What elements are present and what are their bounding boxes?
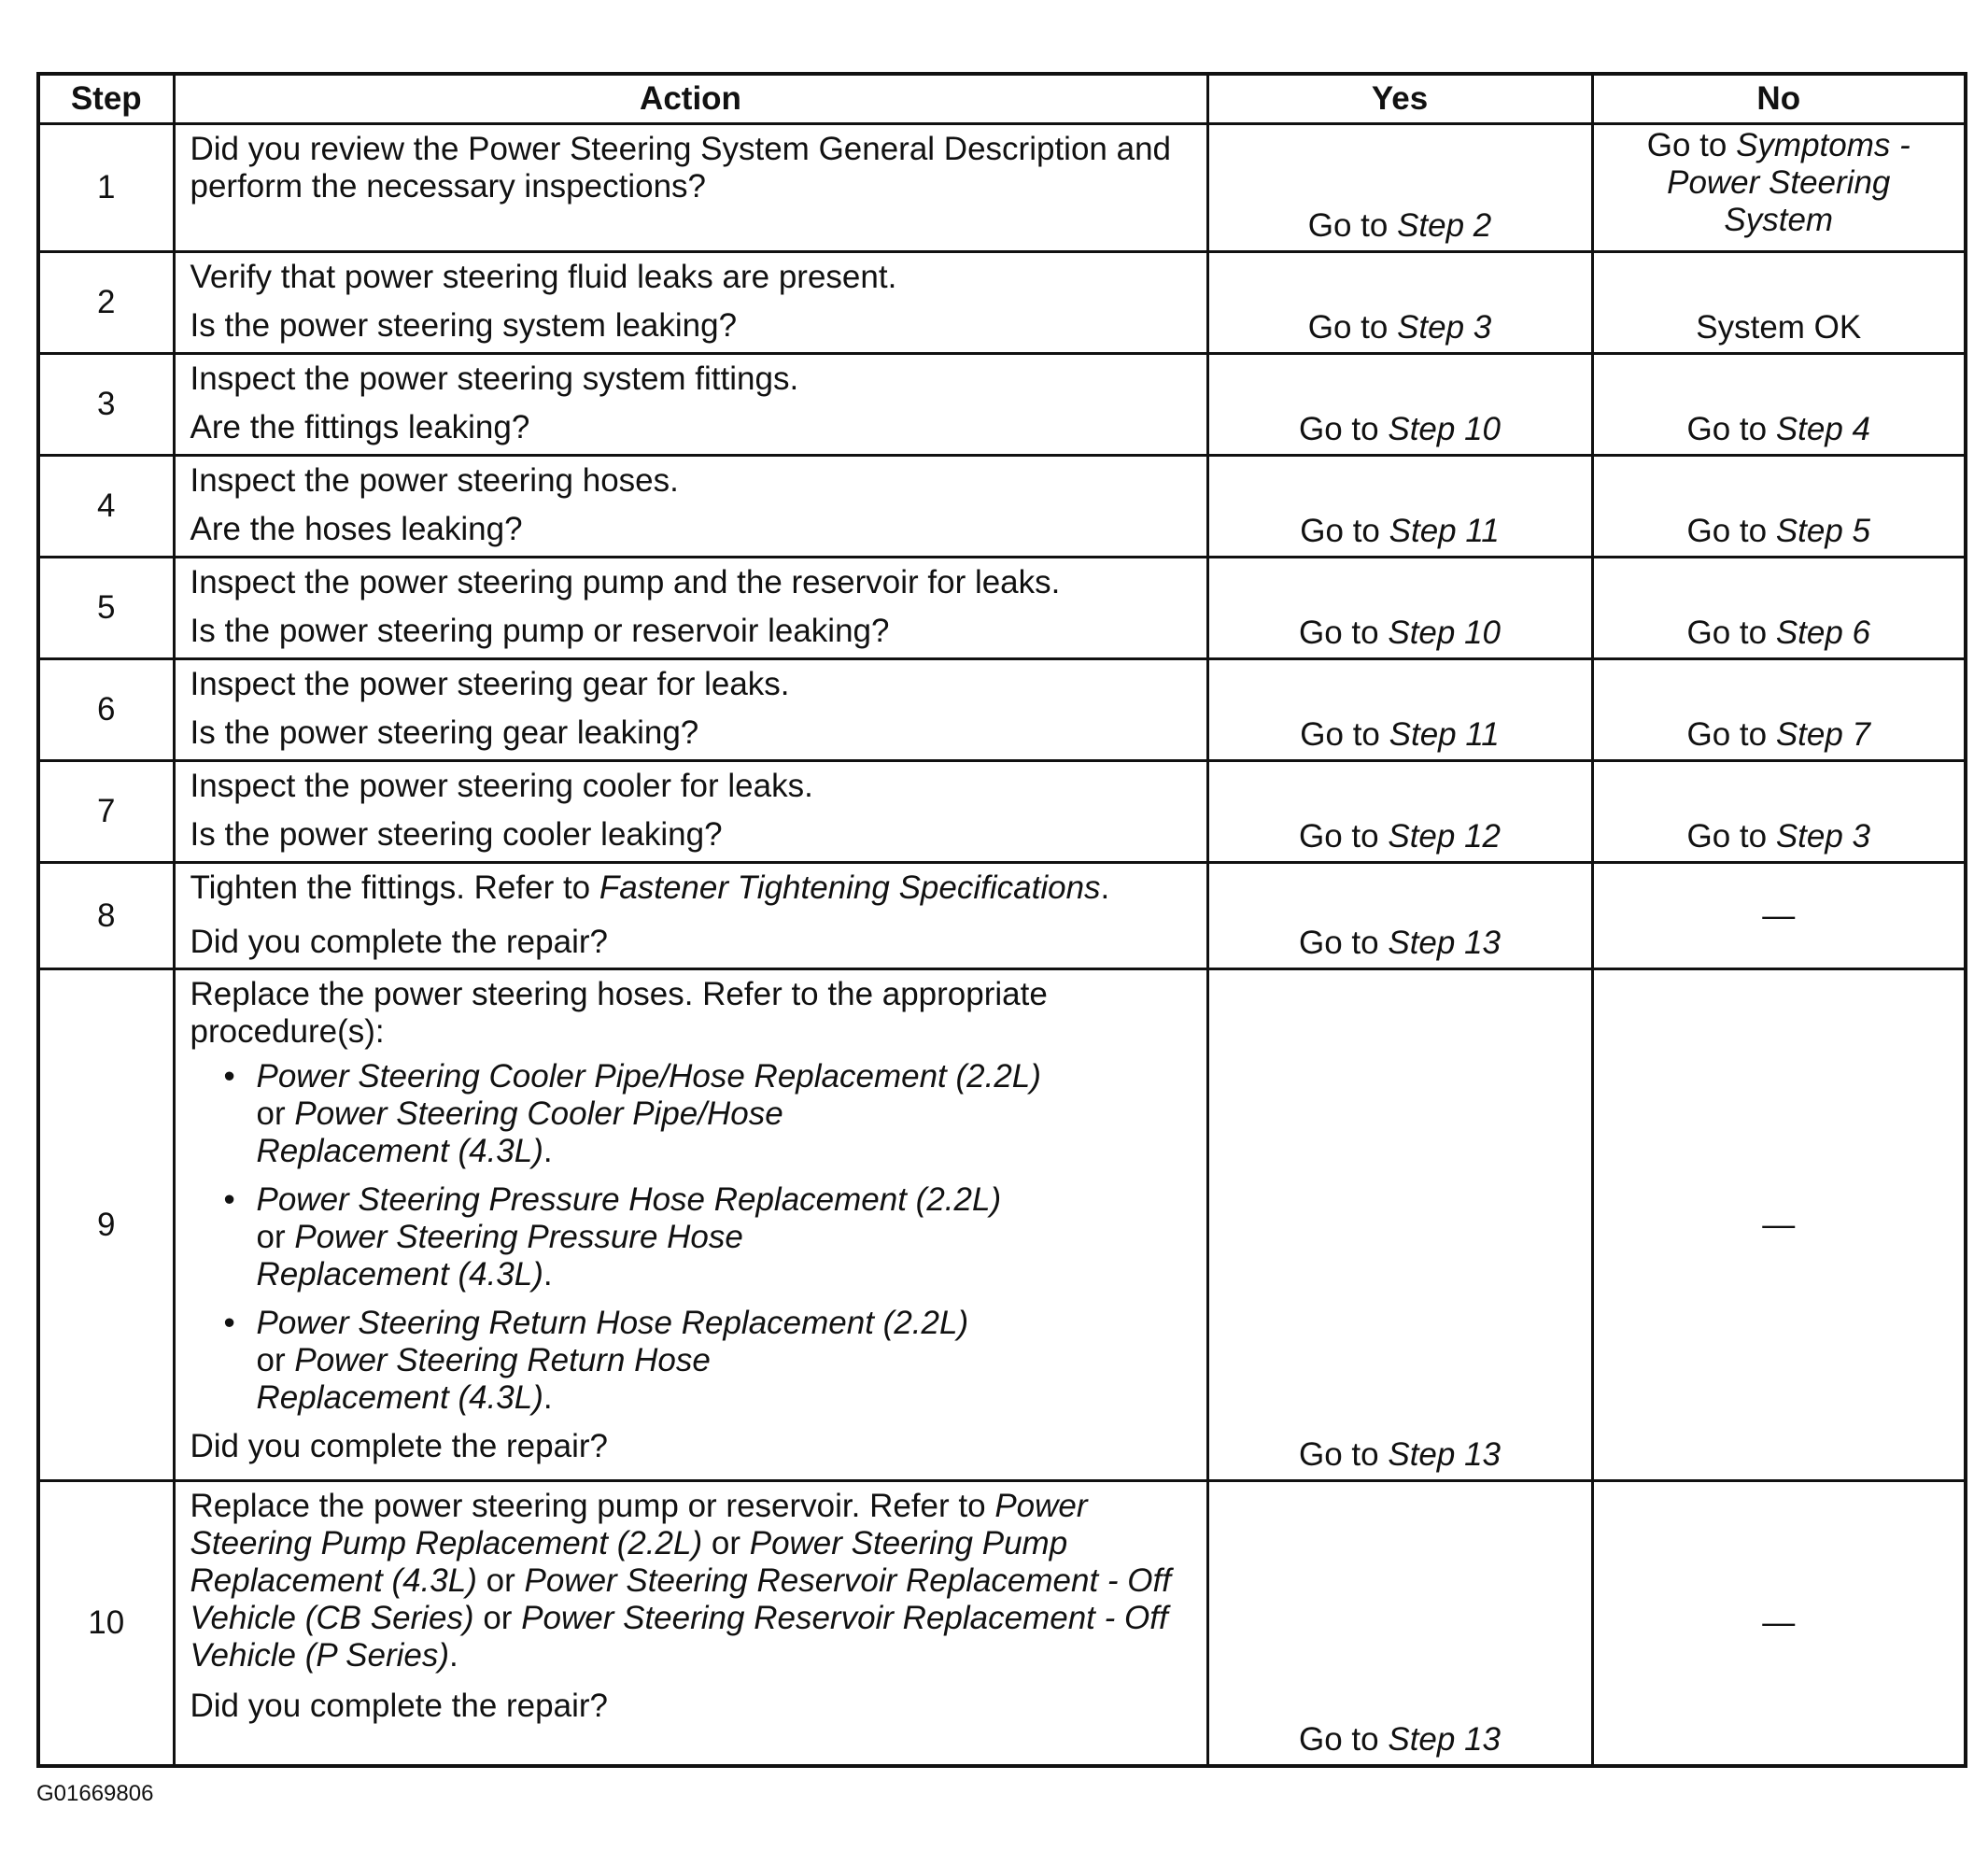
go-to-label: Go to <box>1299 1436 1379 1473</box>
go-to-label: Go to <box>1686 513 1768 549</box>
no-cell <box>1592 969 1966 1481</box>
no-step-ref: Step 4 <box>1775 411 1871 447</box>
header-yes: Yes <box>1207 74 1592 124</box>
yes-step-ref: Step 13 <box>1388 1720 1501 1758</box>
bullet-icon: • <box>223 1305 235 1341</box>
no-step-ref: Step 3 <box>1775 818 1871 855</box>
yes-step-ref: Step 2 <box>1397 207 1492 244</box>
action-instruction: Inspect the power steering hoses. <box>190 462 679 499</box>
action-question: Are the fittings leaking? <box>190 409 530 445</box>
yes-step-ref: Step 13 <box>1388 1436 1501 1473</box>
procedure-reference: Power Steering Cooler Pipe/Hose Replacement (2.2L) <box>256 1058 1041 1095</box>
yes-cell <box>1207 558 1592 659</box>
no-cell <box>1592 1481 1966 1766</box>
yes-step-ref: Step 10 <box>1388 615 1501 651</box>
step-number: 7 <box>38 761 174 863</box>
no-cell <box>1592 124 1966 252</box>
procedure-list <box>190 1058 1193 1417</box>
procedure-reference: Replacement (4.3L) <box>256 1256 543 1293</box>
step-number: 3 <box>38 354 174 456</box>
no-dash: — <box>1762 897 1796 934</box>
action-cell <box>174 659 1207 761</box>
go-to-label: Go to <box>1686 818 1768 855</box>
yes-cell <box>1207 969 1592 1481</box>
no-ref-line: Power Steering <box>1667 164 1891 201</box>
header-action: Action <box>174 74 1207 124</box>
procedure-reference: Power Steering Reservoir Replacement - Off Vehicle (P Series) <box>190 1600 1168 1674</box>
diagnostic-table <box>36 72 1967 1768</box>
header-no: No <box>1592 74 1966 124</box>
action-instruction <box>190 869 1193 907</box>
procedure-reference: Power Steering Pump Replacement (2.2L) <box>190 1488 1088 1561</box>
bullet-icon: • <box>223 1181 235 1218</box>
action-cell <box>174 456 1207 558</box>
procedure-reference: Power Steering Pressure Hose <box>294 1219 743 1255</box>
action-text: Tighten the fittings. Refer to <box>190 869 599 906</box>
step-number: 4 <box>38 456 174 558</box>
action-instruction: Inspect the power steering system fittings. <box>190 360 799 397</box>
yes-cell <box>1207 456 1592 558</box>
punctuation: . <box>543 1256 553 1293</box>
table-row <box>38 1481 1966 1766</box>
yes-cell <box>1207 124 1592 252</box>
or-connector: or <box>256 1095 286 1132</box>
no-line <box>1594 127 1965 164</box>
header-row <box>38 74 1966 124</box>
or-connector: or <box>256 1342 286 1378</box>
procedure-reference: Power Steering Reservoir Replacement - Off Vehicle (CB Series) <box>190 1562 1171 1636</box>
punctuation: . <box>543 1133 553 1169</box>
action-question: Is the power steering gear leaking? <box>190 714 699 751</box>
procedure-reference: Power Steering Return Hose Replacement (2.2L) <box>256 1305 969 1341</box>
action-question: Is the power steering pump or reservoir leaking? <box>190 613 890 649</box>
table-row <box>38 456 1966 558</box>
no-cell <box>1592 456 1966 558</box>
step-number: 9 <box>38 969 174 1481</box>
action-cell <box>174 863 1207 969</box>
no-cell <box>1592 354 1966 456</box>
no-cell <box>1592 558 1966 659</box>
yes-step-ref: Step 10 <box>1388 411 1501 447</box>
table-row <box>38 863 1966 969</box>
action-instruction: Inspect the power steering gear for leaks. <box>190 666 790 702</box>
procedure-reference: Power Steering Pressure Hose Replacement (2.2L) <box>256 1181 1002 1218</box>
step-number: 1 <box>38 124 174 252</box>
or-connector: or <box>483 1600 513 1636</box>
action-cell <box>174 969 1207 1481</box>
action-instruction: Replace the power steering hoses. Refer to the appropriate procedure(s): <box>190 976 1048 1050</box>
step-number: 8 <box>38 863 174 969</box>
action-text: Did you review the Power Steering System General Description and perform the necessary inspections? <box>190 131 1171 205</box>
go-to-label: Go to <box>1300 513 1380 549</box>
no-cell <box>1592 761 1966 863</box>
yes-cell <box>1207 863 1592 969</box>
list-item <box>190 1181 1193 1293</box>
action-instruction: Inspect the power steering cooler for leaks. <box>190 768 813 804</box>
procedure-reference: Power Steering Pump Replacement (4.3L) <box>190 1525 1068 1599</box>
yes-cell <box>1207 659 1592 761</box>
table-row <box>38 252 1966 354</box>
header-step: Step <box>38 74 174 124</box>
table-row <box>38 969 1966 1481</box>
action-question: Did you complete the repair? <box>190 1688 608 1724</box>
action-cell <box>174 558 1207 659</box>
no-dash: — <box>1762 1604 1796 1641</box>
or-connector: or <box>711 1525 740 1561</box>
procedure-reference: Power Steering Cooler Pipe/Hose <box>294 1095 783 1132</box>
or-connector: or <box>256 1219 286 1255</box>
action-question: Are the hoses leaking? <box>190 511 523 547</box>
go-to-label: Go to <box>1300 716 1380 753</box>
punctuation: . <box>543 1379 553 1416</box>
yes-step-ref: Step 12 <box>1388 818 1501 855</box>
go-to-label: Go to <box>1299 615 1379 651</box>
go-to-label: Go to <box>1686 615 1768 651</box>
action-cell <box>174 252 1207 354</box>
table-row <box>38 761 1966 863</box>
go-to-label: Go to <box>1299 925 1379 961</box>
yes-step-ref: Step 13 <box>1388 925 1501 961</box>
yes-step-ref: Step 3 <box>1397 309 1492 346</box>
action-question: Did you complete the repair? <box>190 1428 608 1464</box>
go-to-label: Go to <box>1686 411 1768 447</box>
no-cell <box>1592 659 1966 761</box>
action-instruction: Inspect the power steering pump and the reservoir for leaks. <box>190 564 1061 600</box>
no-step-ref: Step 5 <box>1775 513 1871 549</box>
yes-cell <box>1207 1481 1592 1766</box>
go-to-label: Go to <box>1299 411 1379 447</box>
no-cell <box>1592 252 1966 354</box>
bullet-icon: • <box>223 1058 235 1095</box>
action-reference: Fastener Tightening Specifications <box>599 869 1101 906</box>
yes-step-ref: Step 11 <box>1389 513 1500 549</box>
or-connector: or <box>486 1562 515 1599</box>
action-punctuation: . <box>1100 869 1110 906</box>
procedure-reference: Replacement (4.3L) <box>256 1133 543 1169</box>
action-question: Is the power steering cooler leaking? <box>190 816 723 853</box>
table-row <box>38 124 1966 252</box>
go-to-label: Go to <box>1686 716 1768 753</box>
no-step-ref: Step 7 <box>1775 716 1871 753</box>
no-dash: — <box>1762 1206 1796 1243</box>
action-instruction: Verify that power steering fluid leaks are present. <box>190 259 897 295</box>
action-question: Did you complete the repair? <box>190 924 608 960</box>
figure-id: G01669806 <box>36 1781 154 1806</box>
go-to-label: Go to <box>1307 309 1389 346</box>
action-cell <box>174 761 1207 863</box>
yes-cell <box>1207 761 1592 863</box>
no-ref: Symptoms - <box>1736 127 1910 163</box>
step-number: 5 <box>38 558 174 659</box>
go-to-label: Go to <box>1299 1720 1379 1758</box>
list-item <box>190 1058 1193 1170</box>
action-cell <box>174 124 1207 252</box>
go-to-label: Go to <box>1646 127 1727 163</box>
no-result: System OK <box>1696 309 1862 346</box>
no-ref-line: System <box>1724 202 1834 238</box>
list-item <box>190 1305 1193 1417</box>
step-number: 2 <box>38 252 174 354</box>
action-cell <box>174 354 1207 456</box>
step-number: 10 <box>38 1481 174 1766</box>
step-number: 6 <box>38 659 174 761</box>
procedure-reference: Power Steering Return Hose <box>294 1342 711 1378</box>
no-step-ref: Step 6 <box>1775 615 1871 651</box>
action-text: Replace the power steering pump or reservoir. Refer to <box>190 1488 995 1524</box>
action-question: Is the power steering system leaking? <box>190 307 738 344</box>
yes-step-ref: Step 11 <box>1389 716 1500 753</box>
table-row <box>38 659 1966 761</box>
go-to-label: Go to <box>1307 207 1389 244</box>
table-row <box>38 558 1966 659</box>
action-instruction <box>190 1488 1193 1674</box>
yes-cell <box>1207 354 1592 456</box>
punctuation: . <box>449 1637 458 1674</box>
action-cell <box>174 1481 1207 1766</box>
table-row <box>38 354 1966 456</box>
go-to-label: Go to <box>1299 818 1379 855</box>
procedure-reference: Replacement (4.3L) <box>256 1379 543 1416</box>
yes-cell <box>1207 252 1592 354</box>
no-cell <box>1592 863 1966 969</box>
